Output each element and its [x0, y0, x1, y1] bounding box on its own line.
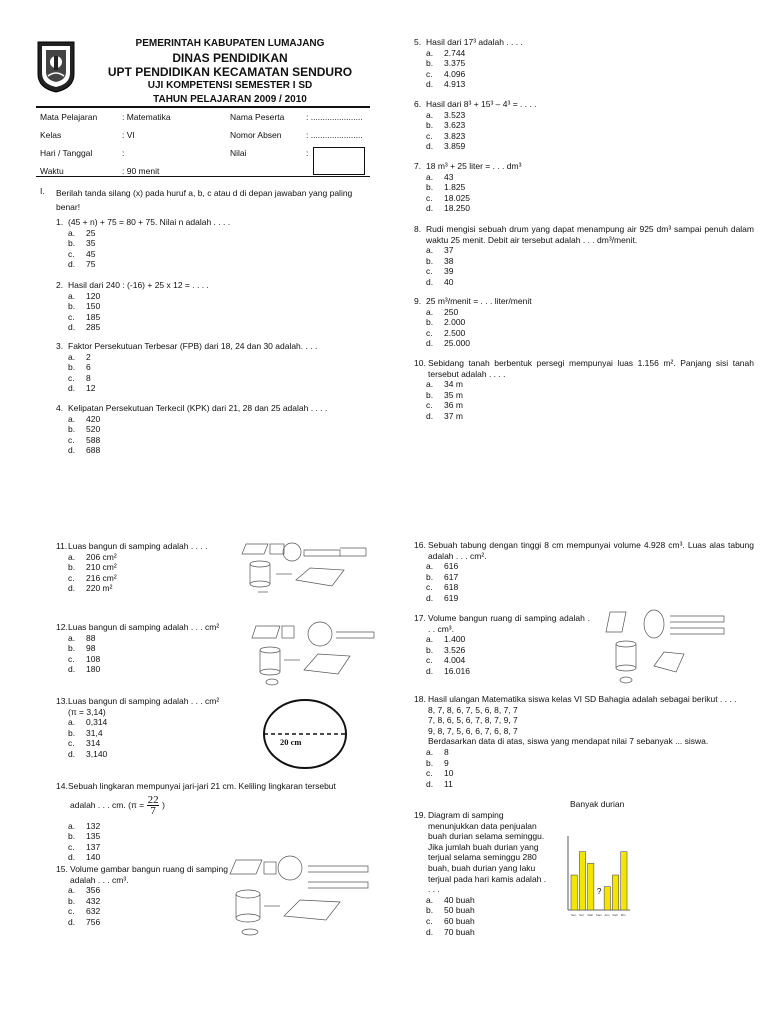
q9-stem: 25 m³/menit = . . . liter/menit: [426, 296, 532, 306]
q13-option-c[interactable]: c. 314: [68, 738, 101, 749]
q6-option-a[interactable]: a. 3.523: [426, 109, 466, 120]
question-15: 15. Volume gambar bangun ruang di samping adalah . . . cm³. a. 356 b. 432 c. 632 d. 756: [56, 864, 228, 927]
header-divider: [36, 106, 370, 108]
info-divider: [36, 176, 370, 177]
bar-sel: [579, 852, 585, 910]
q10-option-d[interactable]: d. 37 m: [426, 410, 463, 421]
q5-option-a[interactable]: a. 2.744: [426, 47, 466, 58]
q17-stem: Volume bangun ruang di samping adalah . . . cm³.: [428, 613, 590, 634]
q1-option-d[interactable]: d. 75: [68, 259, 96, 270]
question-5: 5. Hasil dari 17³ adalah . . . . a. 2.744 b. 3.375 c. 4.096 d. 4.913: [414, 37, 523, 90]
q16-option-d[interactable]: d. 619: [426, 592, 459, 603]
q11-option-b[interactable]: b. 210 cm²: [68, 562, 117, 573]
q17-option-c[interactable]: c. 4.004: [426, 655, 466, 666]
q11-option-d[interactable]: d. 220 m²: [68, 583, 113, 594]
q19-option-b[interactable]: b. 50 buah: [426, 905, 475, 916]
question-3: 3. Faktor Persekutuan Terbesar (FPB) dari 18, 24 dan 30 adalah. . . . a. 2 b. 6 c. 8 d. 12: [56, 341, 318, 394]
tick-label-min: Min: [620, 913, 626, 917]
q2-option-d[interactable]: d. 285: [68, 322, 101, 333]
q14-option-a[interactable]: a. 132: [68, 820, 101, 831]
hari-label: Hari / Tanggal: [40, 148, 93, 158]
header-line3: UPT PENDIDIKAN KECAMATAN SENDURO: [107, 65, 353, 79]
question-12: 12.Luas bangun di samping adalah . . . cm² a. 88 b. 98 c. 108 d. 180: [56, 622, 220, 675]
q2-option-b[interactable]: b. 150: [68, 301, 101, 312]
q4-option-b[interactable]: b. 520: [68, 424, 101, 435]
question-8: 8. Rudi mengisi sebuah drum yang dapat menampung air 925 dm³ sampai penuh dalam waktu 25 menit. Debit air tersebut adalah . . . dm³/menit. a. 37 b. 38 c. 39 d. 40: [414, 224, 754, 287]
question-11: 11.Luas bangun di samping adalah . . . . a. 206 cm² b. 210 cm² c. 216 cm² d. 220 m²: [56, 541, 208, 594]
header-line5: TAHUN PELAJARAN 2009 / 2010: [153, 94, 307, 105]
question-14: 14.Sebuah lingkaran mempunyai jari-jari 21 cm. Keliling lingkaran tersebut adalah . . . cm. (π = 22 7 ) a. 132 b. 135 c. 137 d. 140: [56, 781, 372, 863]
q16-option-b[interactable]: b. 617: [426, 571, 459, 582]
q10-option-c[interactable]: c. 36 m: [426, 400, 463, 411]
q18-data-row-3: 9, 8, 7, 5, 6, 6, 7, 6, 8, 7: [428, 725, 518, 736]
q19-option-d[interactable]: d. 70 buah: [426, 926, 475, 937]
waktu-label: Waktu: [40, 166, 64, 176]
question-6: 6. Hasil dari 8³ + 15³ – 4³ = . . . . a. 3.523 b. 3.623 c. 3.823 d. 3.859: [414, 99, 537, 152]
q14-option-d[interactable]: d. 140: [68, 852, 101, 863]
q18-stem: Hasil ulangan Matematika siswa kelas VI SD Bahagia adalah sebagai berikut . . . .: [428, 694, 737, 704]
durian-chart: [560, 830, 634, 920]
tick-label-jum: Jum: [604, 913, 610, 917]
q15-figure: [228, 854, 378, 940]
q11-option-a[interactable]: a. 206 cm²: [68, 551, 117, 562]
peserta-label: Nama Peserta: [230, 112, 285, 122]
q3-stem: Faktor Persekutuan Terbesar (FPB) dari 18, 24 dan 30 adalah. . . .: [68, 341, 318, 351]
question-17: 17. Volume bangun ruang di samping adalah . . . cm³. a. 1.400 b. 3.526 c. 4.004 d. 16.016: [414, 613, 590, 676]
q4-option-a[interactable]: a. 420: [68, 413, 101, 424]
header-line1: PEMERINTAH KABUPATEN LUMAJANG: [135, 38, 325, 49]
q18-option-c[interactable]: c. 10: [426, 768, 454, 779]
q14-option-b[interactable]: b. 135: [68, 831, 101, 842]
q7-option-a[interactable]: a. 43: [426, 171, 454, 182]
mapel-label: Mata Pelajaran: [40, 112, 98, 122]
q4-stem: Kelipatan Persekutuan Terkecil (KPK) dari 21, 28 dan 25 adalah . . . .: [68, 403, 328, 413]
q1-stem: (45 + n) + 75 = 80 + 75. Nilai n adalah . . . .: [68, 217, 231, 227]
q5-stem: Hasil dari 17³ adalah . . . .: [426, 37, 523, 47]
q15-option-d[interactable]: d. 756: [68, 916, 101, 927]
q6-option-c[interactable]: c. 3.823: [426, 130, 466, 141]
kelas-value: : VI: [122, 130, 135, 140]
bar-min: [621, 852, 627, 910]
header-line4: UJI KOMPETENSI SEMESTER I SD: [147, 80, 313, 91]
q19-stem: Diagram di samping menunjukkan data penjualan buah durian selama seminggu. Jika jumlah buah durian yang terjual selama seminggu 280 buah, buah durian yang laku terjual pada hari kamis adalah . . . .: [428, 810, 547, 895]
q9-option-c[interactable]: c. 2.500: [426, 327, 466, 338]
q13-option-d[interactable]: d. 3,140: [68, 748, 108, 759]
bar-sab: [612, 875, 618, 910]
q2-option-a[interactable]: a. 120: [68, 290, 101, 301]
kelas-label: Kelas: [40, 130, 62, 140]
q12-figure: [244, 620, 380, 690]
q8-option-d[interactable]: d. 40: [426, 276, 454, 287]
question-16: 16. Sebuah tabung dengan tinggi 8 cm mempunyai volume 4.928 cm³. Luas alas tabung adalah . . . cm². a. 616 b. 617 c. 618 d. 619: [414, 540, 754, 603]
q2-stem: Hasil dari 240 : (-16) + 25 x 12 = . . . .: [68, 280, 209, 290]
q1-num: 1.: [56, 217, 64, 227]
bar-sen: [571, 875, 577, 910]
q5-option-d[interactable]: d. 4.913: [426, 79, 466, 90]
q6-option-b[interactable]: b. 3.623: [426, 120, 466, 131]
q7-option-b[interactable]: b. 1.825: [426, 182, 466, 193]
q1-option-b[interactable]: b. 35: [68, 238, 96, 249]
bar-kam-unknown: ?: [596, 887, 602, 896]
q9-option-b[interactable]: b. 2.000: [426, 317, 466, 328]
q8-option-a[interactable]: a. 37: [426, 245, 454, 256]
q16-stem: Sebuah tabung dengan tinggi 8 cm mempunyai volume 4.928 cm³. Luas alas tabung adalah . . . cm².: [428, 540, 754, 561]
question-2: 2. Hasil dari 240 : (-16) + 25 x 12 = . . . . a. 120 b. 150 c. 185 d. 285: [56, 280, 209, 333]
q18-stem-2: Berdasarkan data di atas, siswa yang mendapat nilai 7 sebanyak ... siswa.: [428, 736, 709, 747]
tick-label-kam: Kam: [595, 913, 603, 917]
q10-stem: Sebidang tanah berbentuk persegi mempunyai luas 1.156 m². Panjang sisi tanah tersebut adalah . . . .: [428, 358, 754, 379]
q9-option-a[interactable]: a. 250: [426, 306, 459, 317]
nilai-box[interactable]: [313, 147, 365, 175]
question-19: 19. Diagram di samping menunjukkan data penjualan buah durian selama seminggu. Jika jumlah buah durian yang terjual selama seminggu 280 buah, buah durian yang laku terjual pada hari kamis adalah . . . . a. 40 buah b. 50 buah c. 60 buah d. 70 buah: [414, 810, 550, 937]
q6-stem: Hasil dari 8³ + 15³ – 4³ = . . . .: [426, 99, 537, 109]
q15-option-a[interactable]: a. 356: [68, 885, 101, 896]
q19-option-a[interactable]: a. 40 buah: [426, 894, 475, 905]
q4-option-c[interactable]: c. 588: [68, 434, 101, 445]
question-9: 9. 25 m³/menit = . . . liter/menit a. 250 b. 2.000 c. 2.500 d. 25.000: [414, 296, 532, 349]
q19-option-c[interactable]: c. 60 buah: [426, 915, 475, 926]
q18-option-d[interactable]: d. 11: [426, 778, 453, 789]
q14-stem-2: adalah . . . cm. (π =: [70, 799, 145, 810]
q13-circle-figure: [260, 697, 350, 771]
hari-value: :: [122, 148, 125, 158]
q12-option-d[interactable]: d. 180: [68, 664, 101, 675]
absen-value[interactable]: : ......................: [306, 130, 363, 140]
q16-option-c[interactable]: c. 618: [426, 582, 459, 593]
question-4: 4. Kelipatan Persekutuan Terkecil (KPK) dari 21, 28 dan 25 adalah . . . . a. 420 b. 520 c. 588 d. 688: [56, 403, 328, 456]
q11-figure: [240, 540, 380, 602]
q3-option-c[interactable]: c. 8: [68, 372, 91, 383]
q6-option-d[interactable]: d. 3.859: [426, 141, 466, 152]
section-numeral: I.: [40, 186, 45, 196]
q1-option-a[interactable]: a. 25: [68, 227, 96, 238]
q19-chart-title: Banyak durian: [570, 799, 625, 809]
q3-option-a[interactable]: a. 2: [68, 351, 91, 362]
q10-option-b[interactable]: b. 35 m: [426, 389, 463, 400]
q15-option-b[interactable]: b. 432: [68, 895, 101, 906]
q16-option-a[interactable]: a. 616: [426, 561, 459, 572]
q18-data-row-2: 7, 8, 6, 5, 6, 7, 8, 7, 9, 7: [428, 715, 518, 726]
absen-label: Nomor Absen: [230, 130, 282, 140]
q14-stem: Sebuah lingkaran mempunyai jari-jari 21 cm. Keliling lingkaran tersebut: [68, 781, 336, 791]
tick-label-rab: Rab: [587, 913, 594, 917]
q13-pi-note: (π = 3,14): [68, 706, 106, 717]
q12-option-c[interactable]: c. 108: [68, 653, 101, 664]
q15-option-c[interactable]: c. 632: [68, 906, 101, 917]
q13-option-a[interactable]: a. 0,314: [68, 717, 108, 728]
q13-option-b[interactable]: b. 31,4: [68, 727, 103, 738]
header-line2: DINAS PENDIDIKAN: [172, 51, 288, 65]
q18-data-row-1: 8, 7, 8, 6, 7, 5, 6, 8, 7, 7: [428, 704, 518, 715]
q3-option-d[interactable]: d. 12: [68, 383, 96, 394]
q5-option-c[interactable]: c. 4.096: [426, 68, 466, 79]
q14-frac-num: 22: [147, 793, 159, 806]
nilai-value: :: [306, 148, 309, 158]
q7-option-c[interactable]: c. 18.025: [426, 192, 470, 203]
q5-option-b[interactable]: b. 3.375: [426, 58, 466, 69]
q4-option-d[interactable]: d. 688: [68, 445, 101, 456]
bar-rab: [588, 863, 594, 910]
section-instruction: Berilah tanda silang (x) pada huruf a, b, c atau d di depan jawaban yang paling benar!: [56, 188, 353, 212]
question-10: 10. Sebidang tanah berbentuk persegi mempunyai luas 1.156 m². Panjang sisi tanah tersebut adalah . . . . a. 34 m b. 35 m c. 36 m d. 37 m: [414, 358, 754, 421]
q18-option-b[interactable]: b. 9: [426, 757, 449, 768]
q12-stem: Luas bangun di samping adalah . . . cm²: [68, 622, 220, 632]
mapel-value: : Matematika: [122, 112, 171, 122]
q8-stem: Rudi mengisi sebuah drum yang dapat menampung air 925 dm³ sampai penuh dalam waktu 25 menit. Debit air tersebut adalah . . . dm³/menit.: [426, 224, 754, 245]
q8-option-c[interactable]: c. 39: [426, 266, 454, 277]
tick-label-sen: Sen: [571, 913, 577, 917]
q15-stem: Volume gambar bangun ruang di samping adalah . . . cm³.: [70, 864, 228, 885]
q14-close-paren: ): [162, 799, 165, 810]
tick-label-sab: Sab: [612, 913, 618, 917]
q3-option-b[interactable]: b. 6: [68, 362, 91, 373]
waktu-value: : 90 menit: [122, 166, 160, 176]
question-1: [56, 217, 230, 270]
q18-option-a[interactable]: a. 8: [426, 746, 449, 757]
q7-stem: 18 m³ + 25 liter = . . . dm³: [426, 161, 522, 171]
q12-option-a[interactable]: a. 88: [68, 632, 96, 643]
q13-diameter-label: 20 cm: [280, 737, 302, 747]
question-18: 18. Hasil ulangan Matematika siswa kelas VI SD Bahagia adalah sebagai berikut . . . . 8, 7, 8, 6, 7, 5, 6, 8, 7, 7 7, 8, 6, 5, 6, 7, 8, 7, 9, 7 9, 8, 7, 5, 6, 6, 7, 6, 8, 7 Berdasarkan data di atas, siswa yang mendapat nilai 7 sebanyak ... siswa. a. 8 b. 9 c. 10 d. 11: [414, 694, 754, 789]
q11-stem: Luas bangun di samping adalah . . . .: [68, 541, 208, 551]
q11-option-c[interactable]: c. 216 cm²: [68, 572, 117, 583]
q14-option-c[interactable]: c. 137: [68, 841, 101, 852]
q1-option-c[interactable]: c. 45: [68, 248, 96, 259]
q17-figure: [604, 608, 734, 688]
q8-option-b[interactable]: b. 38: [426, 255, 454, 266]
durian-chart-svg: [560, 830, 634, 920]
nilai-label: Nilai: [230, 148, 247, 158]
question-7: 7. 18 m³ + 25 liter = . . . dm³ a. 43 b. 1.825 c. 18.025 d. 18.250: [414, 161, 522, 214]
q13-stem: Luas bangun di samping adalah . . . cm²: [68, 696, 220, 706]
q17-option-a[interactable]: a. 1.400: [426, 634, 466, 645]
q14-frac-den: 7: [150, 804, 156, 817]
q7-option-d[interactable]: d. 18.250: [426, 203, 470, 214]
peserta-value[interactable]: : ......................: [306, 112, 363, 122]
q9-option-d[interactable]: d. 25.000: [426, 338, 470, 349]
q12-option-b[interactable]: b. 98: [68, 643, 96, 654]
q2-option-c[interactable]: c. 185: [68, 311, 101, 322]
tick-label-sel: Sel: [579, 913, 584, 917]
q17-option-b[interactable]: b. 3.526: [426, 644, 466, 655]
question-13: 13.Luas bangun di samping adalah . . . cm² (π = 3,14) a. 0,314 b. 31,4 c. 314 d. 3,140: [56, 696, 220, 759]
q10-option-a[interactable]: a. 34 m: [426, 379, 463, 390]
q17-option-d[interactable]: d. 16.016: [426, 665, 470, 676]
bar-jum: [604, 887, 610, 910]
